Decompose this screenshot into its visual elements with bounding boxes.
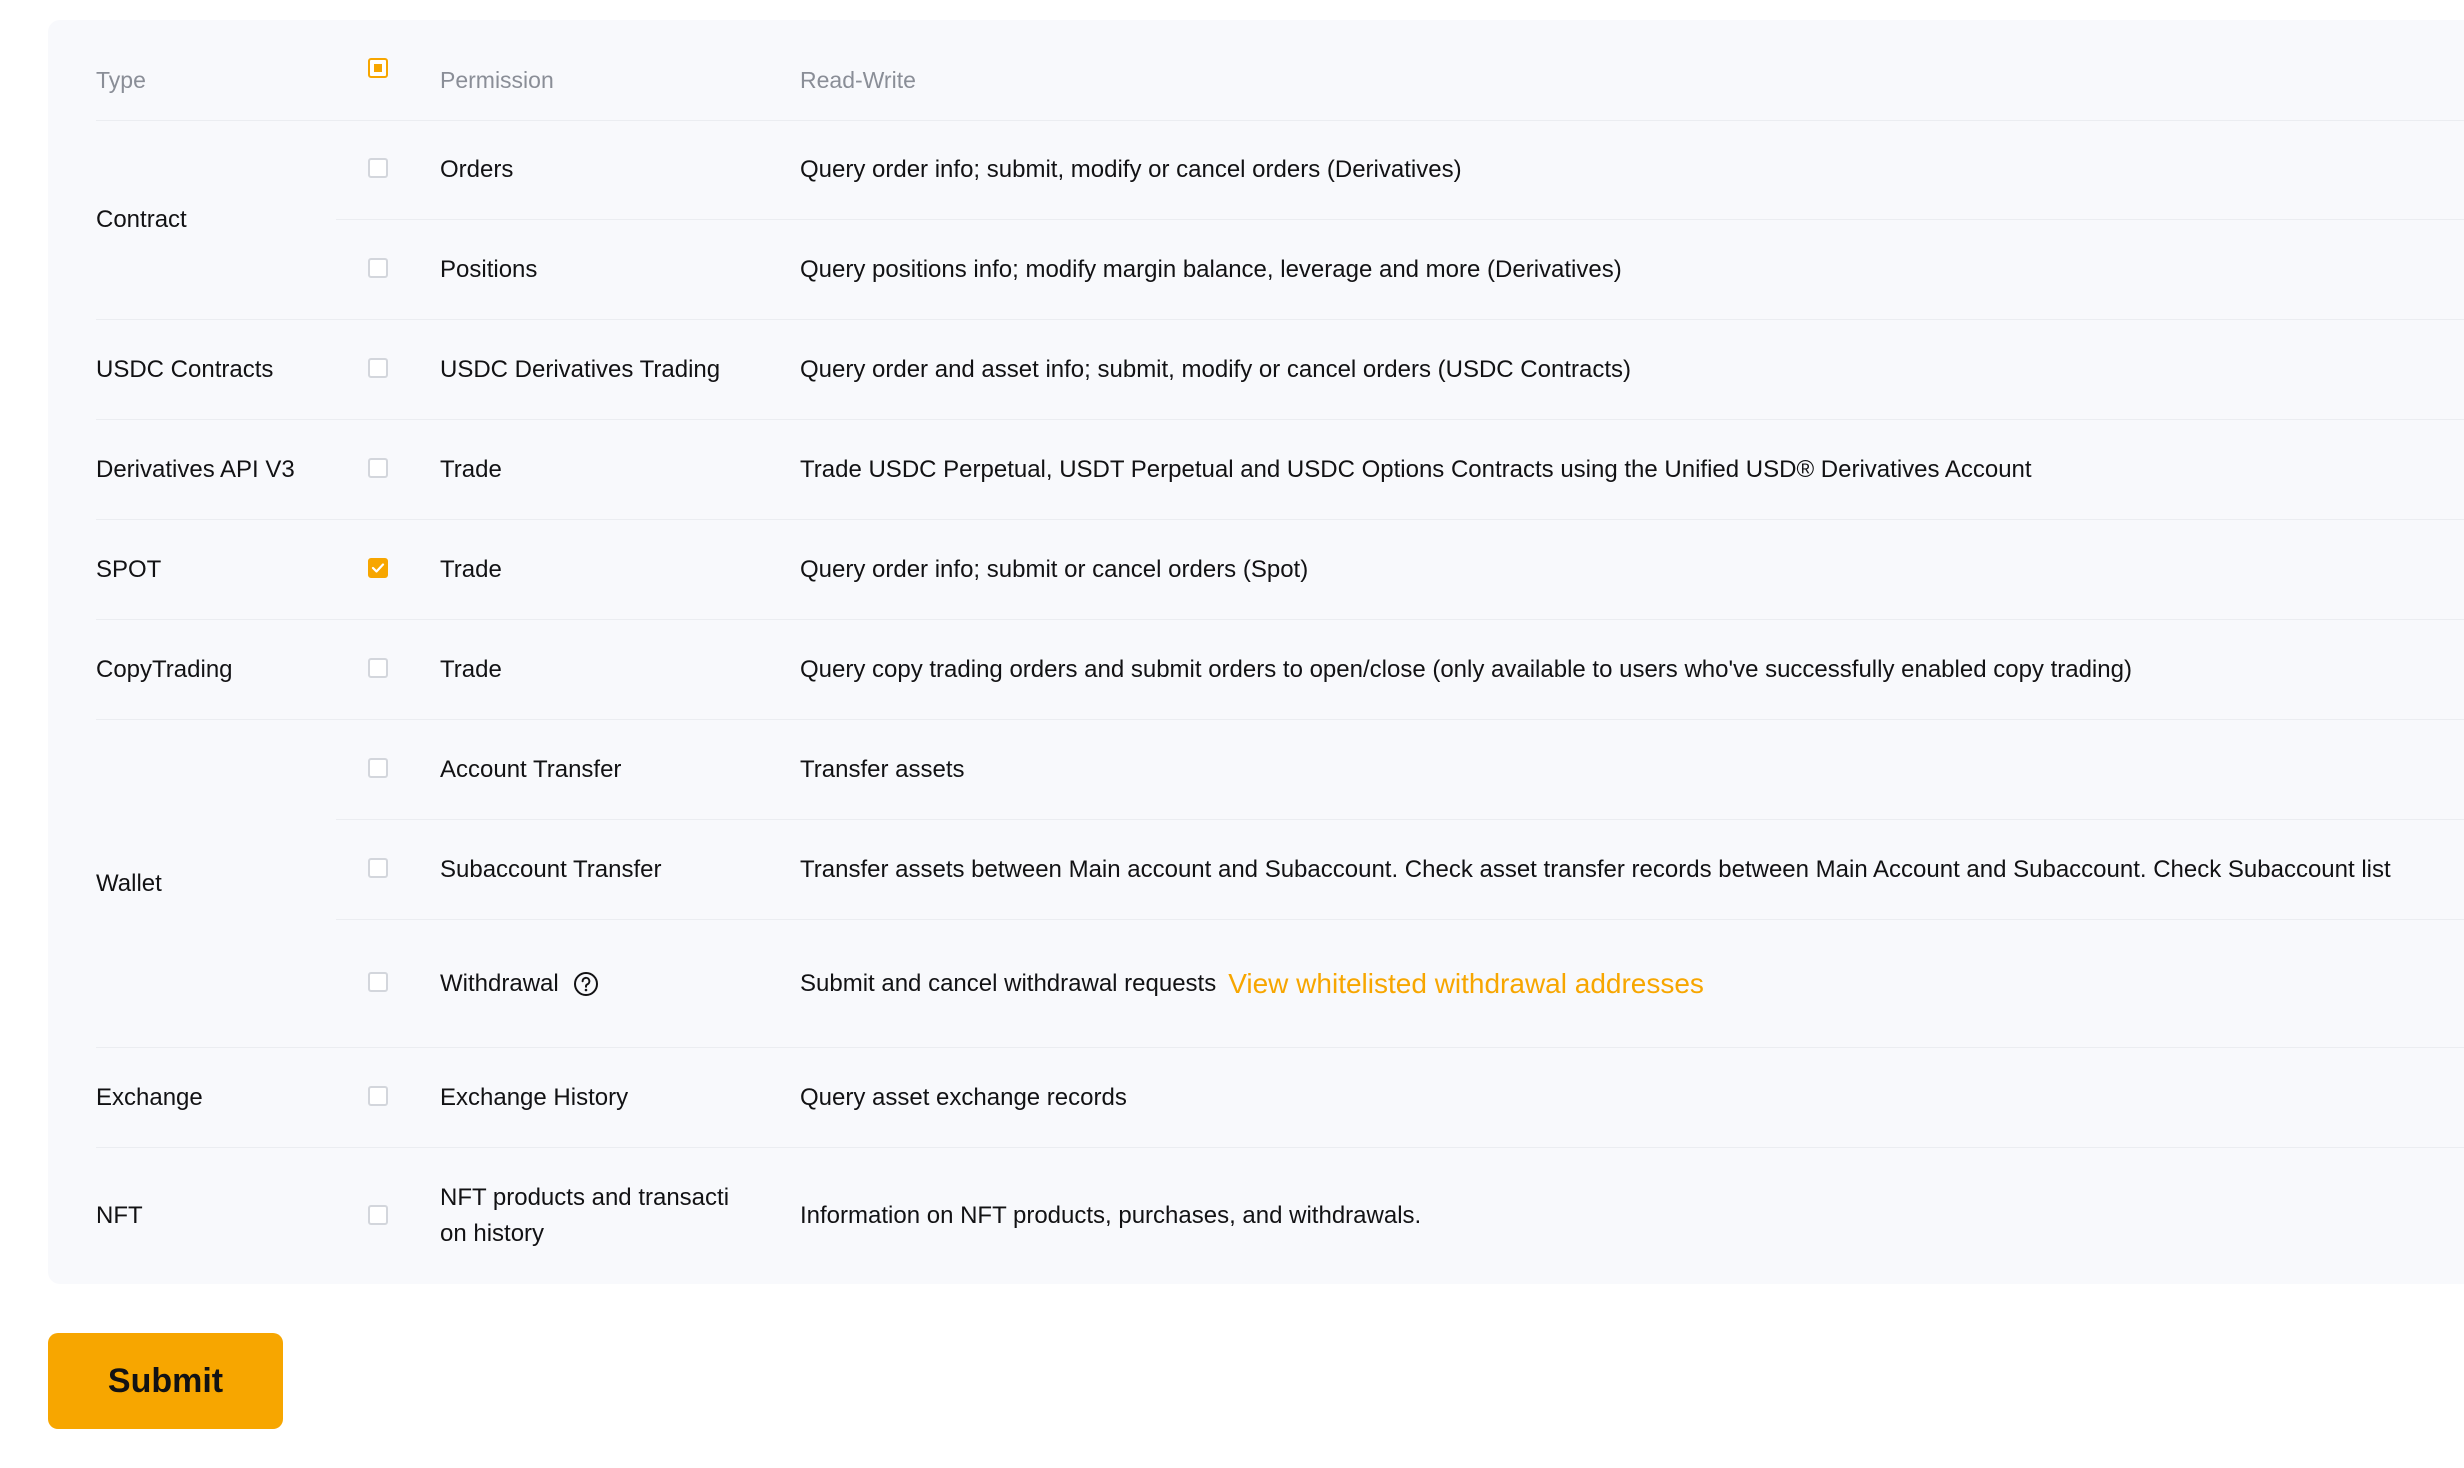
permission-description: Query order info; submit or cancel orders (Spot) [800, 556, 1309, 583]
permission-label: Positions [440, 256, 538, 283]
permission-checkbox-orders[interactable] [368, 158, 388, 178]
permission-label: Account Transfer [440, 756, 622, 783]
withdrawal-permission-cell [440, 920, 599, 1048]
type-label-contract: Contract [96, 206, 187, 233]
question-circle-icon[interactable] [573, 971, 599, 997]
permission-checkbox-usdc-derivatives-trading[interactable] [368, 358, 388, 378]
permission-checkbox-derivatives-trade[interactable] [368, 458, 388, 478]
permission-checkbox-positions[interactable] [368, 258, 388, 278]
type-label-derivatives-api-v3: Derivatives API V3 [96, 456, 295, 483]
withdrawal-description-cell [800, 920, 1704, 1048]
permission-description: Query order and asset info; submit, modify or cancel orders (USDC Contracts) [800, 356, 1631, 383]
permission-checkbox-exchange-history[interactable] [368, 1086, 388, 1106]
type-label-nft: NFT [96, 1202, 143, 1229]
permission-checkbox-subaccount-transfer[interactable] [368, 858, 388, 878]
permission-description: Query order info; submit, modify or cancel orders (Derivatives) [800, 156, 1462, 183]
view-whitelisted-addresses-link[interactable]: View whitelisted withdrawal addresses [1228, 968, 1704, 999]
permission-label: Withdrawal [440, 970, 559, 997]
api-permissions-table [48, 20, 2464, 1284]
permission-checkbox-withdrawal[interactable] [368, 972, 388, 992]
permission-checkbox-spot-trade[interactable] [368, 558, 388, 578]
permission-label: Subaccount Transfer [440, 856, 662, 883]
permission-description: Transfer assets [800, 756, 965, 783]
nft-permission-cell [440, 1148, 729, 1284]
permission-label-line1: NFT products and transacti [440, 1184, 730, 1211]
permission-checkbox-nft-history[interactable] [368, 1205, 388, 1225]
permission-description: Query copy trading orders and submit orders to open/close (only available to users who've successfully enabled copy trading) [800, 656, 2132, 683]
permission-label: Trade [440, 456, 502, 483]
permission-description: Transfer assets between Main account and Subaccount. Check asset transfer records between Main Account and Subaccount. Check Subaccount list [800, 856, 2391, 883]
permission-description: Query positions info; modify margin balance, leverage and more (Derivatives) [800, 256, 1622, 283]
permission-label-line2: on history [440, 1220, 545, 1247]
permission-checkbox-copytrading-trade[interactable] [368, 658, 388, 678]
permission-label: Orders [440, 156, 514, 183]
column-header-permission: Permission [440, 66, 554, 93]
type-label-copytrading: CopyTrading [96, 656, 233, 683]
type-label-usdc-contracts: USDC Contracts [96, 356, 274, 383]
column-header-read-write: Read-Write [800, 66, 916, 93]
select-all-checkbox[interactable] [368, 58, 388, 78]
permission-description: Submit and cancel withdrawal requests [800, 970, 1217, 997]
column-header-type: Type [96, 66, 146, 93]
permission-description: Query asset exchange records [800, 1084, 1127, 1111]
type-label-exchange: Exchange [96, 1084, 203, 1111]
submit-button[interactable]: Submit [48, 1333, 283, 1429]
permission-label: Trade [440, 556, 502, 583]
permission-description: Information on NFT products, purchases, and withdrawals. [800, 1202, 1422, 1229]
permission-label: Exchange History [440, 1084, 629, 1111]
permission-checkbox-account-transfer[interactable] [368, 758, 388, 778]
type-label-spot: SPOT [96, 556, 162, 583]
permission-label: USDC Derivatives Trading [440, 356, 721, 383]
type-label-wallet: Wallet [96, 870, 162, 897]
check-icon [371, 562, 385, 574]
permission-label: Trade [440, 656, 502, 683]
permission-description: Trade USDC Perpetual, USDT Perpetual and USDC Options Contracts using the Unified USD® Derivatives Account [800, 456, 2032, 483]
